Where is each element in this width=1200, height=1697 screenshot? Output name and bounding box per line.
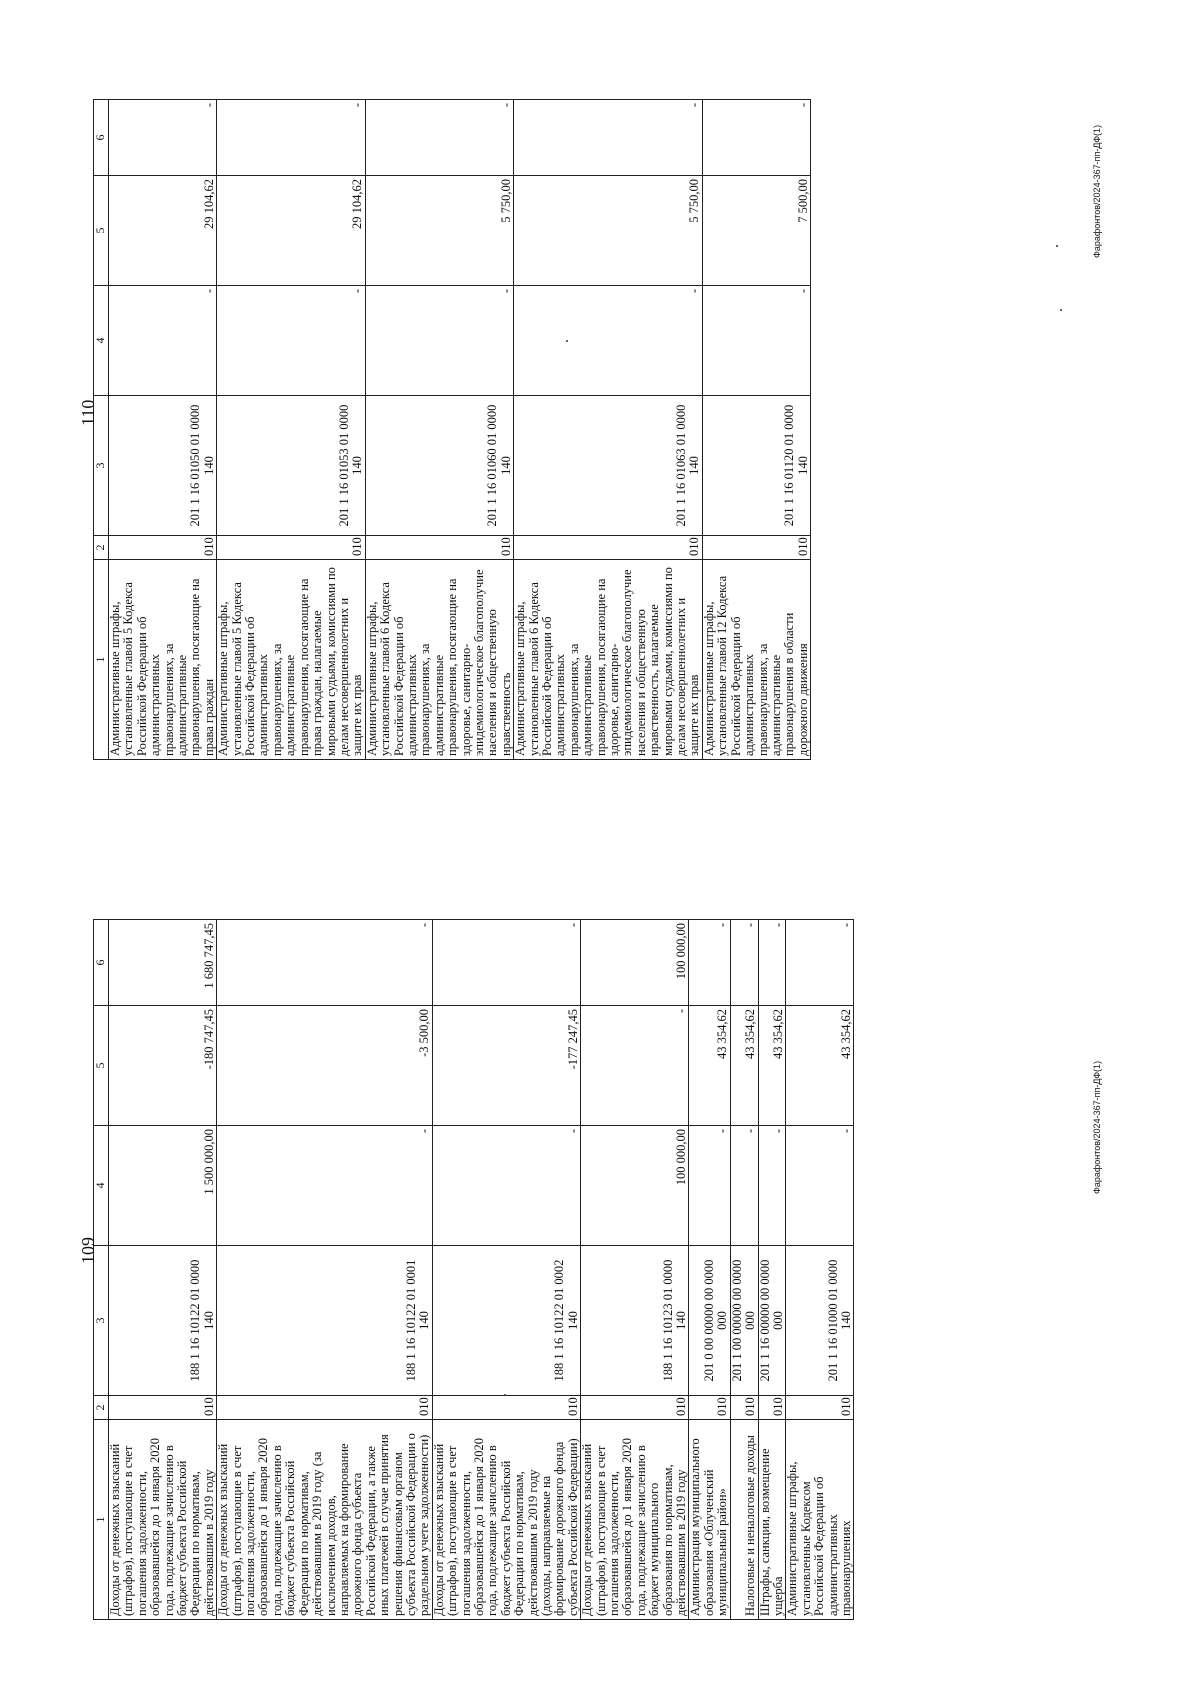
row-amount-col4: - <box>217 1126 433 1246</box>
row-description: Доходы от денежных взысканий (штрафов), поступающие в счет погашения задолженности, образовавшейся до 1 января 2020 года, подлежащие зачислению в бюджет субъекта Российской Федерации по нормативам, действовавшим в 2019 году (за исключением доходов, направляемых на формирование дорожного фонда субъекта Российской Федерации, а также иных платежей в случае принятия решения финансовым органом субъекта Российской Федерации о раздельном учете задолженности) <box>217 1420 433 1620</box>
document-page-110 <box>93 100 953 760</box>
row-amount-col5: 43 354,62 <box>689 1006 730 1126</box>
page-number-110: 110 <box>78 399 98 426</box>
row-amount-col4: - <box>109 286 217 396</box>
row-description: Доходы от денежных взысканий (штрафов), поступающие в счет погашения задолженности, образовавшейся до 1 января 2020 года, подлежащие зачислению в бюджет субъекта Российской Федерации по нормативам, действовавшим в 2019 году <box>109 1420 217 1620</box>
row-budget-code: 201 1 16 01053 01 0000 140 <box>217 396 365 536</box>
row-amount-col4: - <box>786 1126 854 1246</box>
row-line-code: 010 <box>514 536 703 560</box>
row-line-code: 010 <box>217 1396 433 1420</box>
row-amount-col4: - <box>689 1126 730 1246</box>
row-amount-col5: 43 354,62 <box>758 1006 786 1126</box>
row-amount-col5: 5 750,00 <box>365 176 513 286</box>
row-description: Административные штрафы, установленные главой 6 Кодекса Российской Федерации об административных правонарушениях, за административные правонарушения, посягающие на здоровье, санитарно-эпидемиологическое благополучие населения и общественную нравственность, налагаемые мировыми судьями, комиссиями по делам несовершеннолетних и защите их прав <box>514 560 703 760</box>
table-row <box>689 920 730 1620</box>
row-line-code: 010 <box>730 1396 758 1420</box>
row-amount-col5: -177 247,45 <box>432 1006 580 1126</box>
row-amount-col5: 43 354,62 <box>730 1006 758 1126</box>
row-amount-col5: - <box>581 1006 689 1126</box>
row-amount-col4: - <box>702 286 810 396</box>
row-budget-code: 188 1 16 10123 01 0000 140 <box>581 1246 689 1396</box>
row-amount-col6: 1 680 747,45 <box>109 920 217 1006</box>
row-amount-col4: - <box>514 286 703 396</box>
row-description: Административные штрафы, установленные Кодексом Российской Федерации об административных правонарушениях <box>786 1420 854 1620</box>
row-budget-code: 201 1 16 00000 00 0000 000 <box>758 1246 786 1396</box>
column-header: 2 <box>94 536 109 560</box>
column-header: 5 <box>94 176 109 286</box>
row-amount-col6: - <box>432 920 580 1006</box>
row-amount-col4: - <box>758 1126 786 1246</box>
row-description: Доходы от денежных взысканий (штрафов), поступающие в счет погашения задолженности, образовавшейся до 1 января 2020 года, подлежащие зачислению в бюджет муниципального образования по нормативам, действовавшим в 2019 году <box>581 1420 689 1620</box>
row-amount-col5: 7 500,00 <box>702 176 810 286</box>
column-header: 6 <box>94 100 109 176</box>
scan-speck <box>566 340 568 342</box>
row-amount-col4: - <box>365 286 513 396</box>
row-description: Административные штрафы, установленные главой 5 Кодекса Российской Федерации об административных правонарушениях, за административные правонарушения, посягающие на права граждан, налагаемые мировыми судьями, комиссиями по делам несовершеннолетних и защите их прав <box>217 560 365 760</box>
row-amount-col6: - <box>217 100 365 176</box>
row-amount-col6: - <box>514 100 703 176</box>
row-line-code: 010 <box>432 1396 580 1420</box>
row-budget-code: 188 1 16 10122 01 0002 140 <box>432 1246 580 1396</box>
column-header: 4 <box>94 286 109 396</box>
row-description: Административные штрафы, установленные главой 12 Кодекса Российской Федерации об административных правонарушениях, за административные правонарушения в области дорожного движения <box>702 560 810 760</box>
table-row <box>365 100 513 760</box>
row-amount-col5: -3 500,00 <box>217 1006 433 1126</box>
document-page-109 <box>93 920 1200 1620</box>
row-amount-col5: 29 104,62 <box>217 176 365 286</box>
row-amount-col6: - <box>109 100 217 176</box>
scan-speck <box>1056 245 1058 247</box>
row-budget-code: 201 1 16 01060 01 0000 140 <box>365 396 513 536</box>
row-amount-col4: - <box>730 1126 758 1246</box>
scan-speck <box>504 1394 506 1396</box>
row-amount-col6: - <box>702 100 810 176</box>
table-row <box>758 920 786 1620</box>
column-header: 3 <box>94 1246 109 1396</box>
column-header: 2 <box>94 1396 109 1420</box>
row-budget-code: 188 1 16 10122 01 0001 140 <box>217 1246 433 1396</box>
row-line-code: 010 <box>689 1396 730 1420</box>
table-row <box>217 100 365 760</box>
row-amount-col4: 100 000,00 <box>581 1126 689 1246</box>
row-description: Штрафы, санкции, возмещение ущерба <box>758 1420 786 1620</box>
row-amount-col6: - <box>730 920 758 1006</box>
row-amount-col5: 5 750,00 <box>514 176 703 286</box>
row-budget-code: 201 1 16 01000 01 0000 140 <box>786 1246 854 1396</box>
table-row <box>109 920 217 1620</box>
row-line-code: 010 <box>365 536 513 560</box>
row-amount-col4: - <box>217 286 365 396</box>
row-description: Налоговые и неналоговые доходы <box>730 1420 758 1620</box>
table-row <box>432 920 580 1620</box>
row-description: Администрация муниципального образования «Облученский муниципальный район» <box>689 1420 730 1620</box>
column-header: 6 <box>94 920 109 1006</box>
table-row <box>217 920 433 1620</box>
column-header: 4 <box>94 1126 109 1246</box>
document-footer-109: Фарафонтов/2024-367-пп-ДФ(1) <box>1092 1060 1102 1194</box>
row-amount-col6: - <box>689 920 730 1006</box>
column-header: 3 <box>94 396 109 536</box>
row-budget-code: 201 1 00 00000 00 0000 000 <box>730 1246 758 1396</box>
row-line-code: 010 <box>581 1396 689 1420</box>
row-line-code: 010 <box>758 1396 786 1420</box>
row-amount-col5: 43 354,62 <box>786 1006 854 1126</box>
row-amount-col6: - <box>758 920 786 1006</box>
table-row <box>581 920 689 1620</box>
row-line-code: 010 <box>702 536 810 560</box>
column-header: 1 <box>94 1420 109 1620</box>
row-line-code: 010 <box>109 1396 217 1420</box>
row-line-code: 010 <box>786 1396 854 1420</box>
row-budget-code: 201 0 00 00000 00 0000 000 <box>689 1246 730 1396</box>
column-header: 1 <box>94 560 109 760</box>
row-amount-col6: - <box>786 920 854 1006</box>
row-line-code: 010 <box>109 536 217 560</box>
row-amount-col6: 100 000,00 <box>581 920 689 1006</box>
row-budget-code: 201 1 16 01120 01 0000 140 <box>702 396 810 536</box>
table-header-row <box>94 920 109 1620</box>
row-budget-code: 201 1 16 01063 01 0000 140 <box>514 396 703 536</box>
page-number-109: 109 <box>78 1237 98 1264</box>
row-description: Административные штрафы, установленные главой 5 Кодекса Российской Федерации об административных правонарушениях, за административные правонарушения, посягающие на права граждан <box>109 560 217 760</box>
revenue-table-110 <box>93 99 811 760</box>
row-amount-col6: - <box>365 100 513 176</box>
row-description: Доходы от денежных взысканий (штрафов), поступающие в счет погашения задолженности, образовавшейся до 1 января 2020 года, подлежащие зачислению в бюджет субъекта Российской Федерации по нормативам, действовавшим в 2019 году (доходы, направляемые на формирование дорожного фонда субъекта Российской Федерации) <box>432 1420 580 1620</box>
row-amount-col6: - <box>217 920 433 1006</box>
table-row <box>514 100 703 760</box>
table-row <box>730 920 758 1620</box>
row-amount-col5: 29 104,62 <box>109 176 217 286</box>
row-amount-col4: - <box>432 1126 580 1246</box>
scan-speck <box>1060 309 1062 311</box>
row-budget-code: 201 1 16 01050 01 0000 140 <box>109 396 217 536</box>
table-row <box>786 920 854 1620</box>
table-header-row <box>94 100 109 760</box>
table-row <box>109 100 217 760</box>
row-amount-col4: 1 500 000,00 <box>109 1126 217 1246</box>
row-budget-code: 188 1 16 10122 01 0000 140 <box>109 1246 217 1396</box>
row-line-code: 010 <box>217 536 365 560</box>
table-row <box>702 100 810 760</box>
revenue-table-109 <box>93 919 854 1620</box>
column-header: 5 <box>94 1006 109 1126</box>
document-footer-110: Фарафонтов/2024-367-пп-ДФ(1) <box>1092 124 1102 258</box>
row-description: Административные штрафы, установленные главой 6 Кодекса Российской Федерации об административных правонарушениях, за административные правонарушения, посягающие на здоровье, санитарно-эпидемиологическое благополучие населения и общественную нравственность <box>365 560 513 760</box>
row-amount-col5: -180 747,45 <box>109 1006 217 1126</box>
